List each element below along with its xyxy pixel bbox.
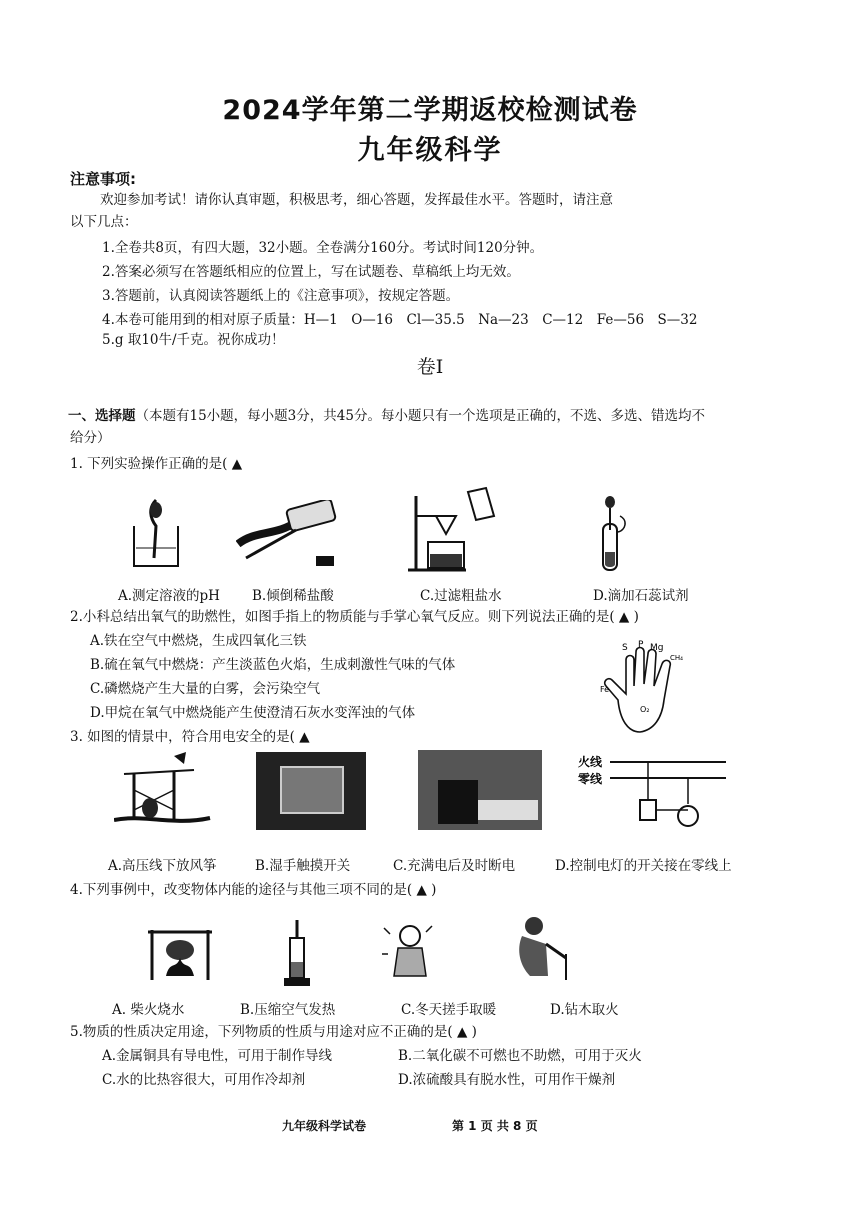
- exam-subtitle: 九年级科学: [357, 135, 503, 166]
- q1-option-c: C.过滤粗盐水: [420, 588, 502, 604]
- kite-powerline-figure: [114, 750, 214, 830]
- compress-air-figure: [282, 918, 312, 990]
- q3-option-c: C.充满电后及时断电: [393, 858, 516, 874]
- q4-option-d: D.钻木取火: [550, 1002, 619, 1018]
- q2-option-a: A.铁在空气中燃烧，生成四氧化三铁: [90, 633, 307, 649]
- section1-heading: 一、选择题: [68, 408, 136, 424]
- exam-title: 2024学年第二学期返校检测试卷: [222, 95, 638, 126]
- section1-header: [68, 406, 808, 427]
- ph-test-figure: [126, 496, 186, 572]
- q4-stem: 4.下列事例中，改变物体内能的途径与其他三项不同的是( ▲ ): [70, 882, 437, 898]
- hand-label-ch4: CH₄: [670, 654, 683, 662]
- section1-desc-line1: （本题有15小题，每小题3分，共45分。每小题只有一个选项是正确的，不选、多选、错选均不: [135, 408, 705, 424]
- notice-item-5: 5.g 取10牛/千克。祝你成功！: [102, 332, 285, 348]
- filter-figure: [406, 486, 506, 574]
- q3-stem: 3. 如图的情景中，符合用电安全的是( ▲: [70, 729, 310, 745]
- q5-option-c: C.水的比热容很大，可用作冷却剂: [102, 1072, 306, 1088]
- wet-hand-switch-photo: [256, 752, 366, 830]
- pour-acid-figure: [236, 500, 346, 570]
- q4-option-a: A. 柴火烧水: [112, 1002, 185, 1018]
- q2-option-d: D.甲烷在氧气中燃烧能产生使澄清石灰水变浑浊的气体: [90, 705, 416, 721]
- q5-option-b: B.二氧化碳不可燃也不助燃，可用于灭火: [398, 1048, 642, 1064]
- dropper-figure: [590, 494, 630, 574]
- fire-boil-figure: [140, 926, 220, 986]
- q2-option-c: C.磷燃烧产生大量的白雾，会污染空气: [90, 681, 321, 697]
- hand-label-mg: Mg: [650, 643, 664, 653]
- hand-oxygen-figure: [596, 638, 706, 738]
- q2-stem: 2.小科总结出氧气的助燃性，如图手指上的物质能与手掌心氧气反应。则下列说法正确的是( ▲ ): [70, 609, 639, 625]
- q1-option-d: D.滴加石蕊试剂: [593, 588, 689, 604]
- notice-heading: 注意事项:: [70, 170, 136, 188]
- q5-option-a: A.金属铜具有导电性，可用于制作导线: [102, 1048, 333, 1064]
- q2-option-b: B.硫在氧气中燃烧：产生淡蓝色火焰，生成刺激性气味的气体: [90, 657, 456, 673]
- section1-desc-line2: 给分）: [70, 430, 111, 446]
- page-number: 第 1 页 共 8 页: [452, 1119, 538, 1133]
- q3-option-d: D.控制电灯的开关接在零线上: [555, 858, 732, 874]
- drill-wood-figure: [508, 914, 578, 986]
- notice-item-3: 3.答题前，认真阅读答题纸上的《注意事项》，按规定答题。: [102, 288, 460, 304]
- q3-option-a: A.高压线下放风筝: [108, 858, 217, 874]
- q4-option-c: C.冬天搓手取暖: [401, 1002, 497, 1018]
- live-wire-label: 火线: [578, 755, 603, 769]
- hand-label-fe: Fe: [600, 685, 610, 694]
- charging-photo: [418, 750, 542, 830]
- q5-option-d: D.浓硫酸具有脱水性，可用作干燥剂: [398, 1072, 616, 1088]
- hand-label-p: P: [638, 640, 644, 650]
- q1-option-b: B.倾倒稀盐酸: [252, 588, 334, 604]
- q3-option-b: B.湿手触摸开关: [255, 858, 351, 874]
- switch-circuit-figure: [578, 752, 728, 832]
- q1-option-a: A.测定溶液的pH: [118, 588, 220, 604]
- notice-item-1: 1.全卷共8页，有四大题，32小题。全卷满分160分。考试时间120分钟。: [102, 240, 544, 256]
- notice-intro-line2: 以下几点：: [70, 214, 138, 230]
- rub-hands-figure: [380, 920, 440, 986]
- notice-intro-line1: 欢迎参加考试！请你认真审题，积极思考，细心答题，发挥最佳水平。答题时，请注意: [100, 192, 613, 208]
- part-title: 卷Ⅰ: [416, 356, 444, 378]
- q1-stem: 1. 下列实验操作正确的是( ▲: [70, 456, 243, 472]
- hand-label-s: S: [622, 643, 628, 653]
- q4-option-b: B.压缩空气发热: [240, 1002, 336, 1018]
- neutral-wire-label: 零线: [578, 772, 603, 786]
- hand-label-o2: O₂: [640, 705, 650, 714]
- q5-stem: 5.物质的性质决定用途，下列物质的性质与用途对应不正确的是( ▲ ): [70, 1024, 477, 1040]
- footer-title: 九年级科学试卷: [282, 1119, 367, 1133]
- notice-item-2: 2.答案必须写在答题纸相应的位置上，写在试题卷、草稿纸上均无效。: [102, 264, 520, 280]
- notice-item-4: 4.本卷可能用到的相对原子质量：H—1 O—16 Cl—35.5 Na—23 C—12 Fe—56 S—32: [102, 312, 698, 328]
